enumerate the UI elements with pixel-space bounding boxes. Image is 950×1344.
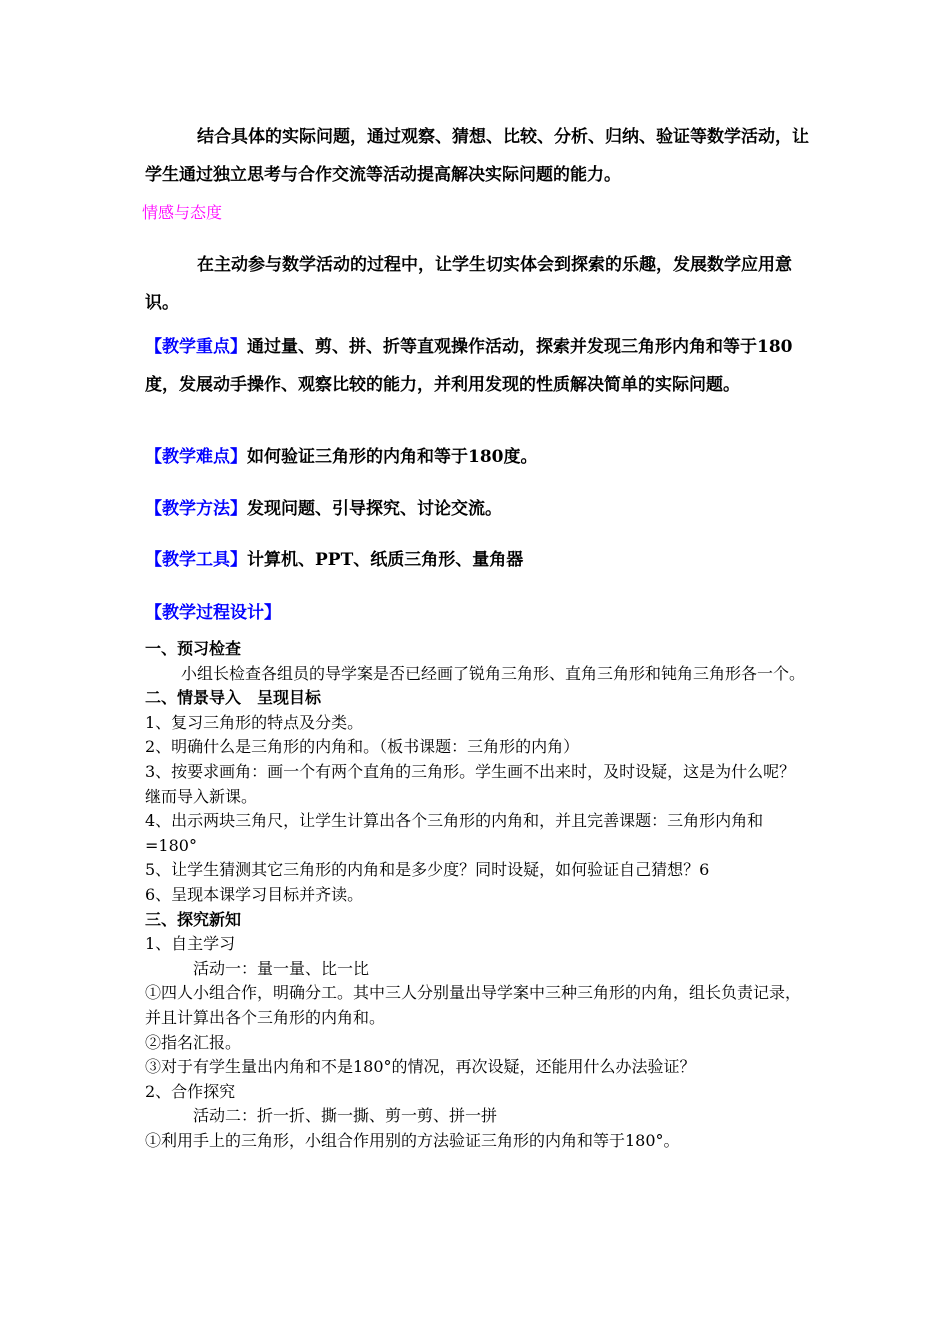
activity1-title: 活动一：量一量、比一比 xyxy=(193,958,370,978)
difficulty-text: 如何验证三角形的内角和等于180度。 xyxy=(247,447,538,467)
difficulty-label: 【教学难点】 xyxy=(145,447,247,467)
emotion-heading: 情感与态度 xyxy=(142,203,223,222)
key-points-label: 【教学重点】 xyxy=(145,337,247,357)
method-text: 发现问题、引导探究、讨论交流。 xyxy=(247,499,502,519)
process-goal-paragraph: 结合具体的实际问题，通过观察、猜想、比较、分析、归纳、验证等数学活动，让学生通过独立思考与合作交流等活动提高解决实际问题的能力。 xyxy=(145,127,809,185)
activity2-title: 活动二：折一折、撕一撕、剪一剪、拼一拼 xyxy=(193,1106,498,1126)
section2-item: 4、出示两块三角尺，让学生计算出各个三角形的内角和，并且完善课题：三角形内角和=180° xyxy=(145,811,764,855)
section2-title: 二、情景导入 呈现目标 xyxy=(145,688,322,708)
section2-item: 1、复习三角形的特点及分类。 xyxy=(145,712,364,732)
activity2-item: ①利用手上的三角形，小组合作用别的方法验证三角形的内角和等于180°。 xyxy=(145,1130,680,1150)
activity1-item: ②指名汇报。 xyxy=(145,1032,242,1052)
section3-title: 三、探究新知 xyxy=(145,909,242,929)
section3-sub2: 2、合作探究 xyxy=(145,1081,236,1101)
section2-item: 2、明确什么是三角形的内角和。（板书课题：三角形的内角） xyxy=(145,737,580,757)
section3-sub1: 1、自主学习 xyxy=(145,934,236,954)
key-points-paragraph xyxy=(145,328,810,404)
method-paragraph xyxy=(145,490,810,528)
process-body xyxy=(145,637,810,1153)
process-label: 【教学过程设计】 xyxy=(145,603,281,623)
section2-item: 3、按要求画角：画一个有两个直角的三角形。学生画不出来时，及时设疑，这是为什么呢？继而导入新课。 xyxy=(145,761,796,806)
tools-text: 计算机、PPT、纸质三角形、量角器 xyxy=(247,550,524,570)
key-points-text: 通过量、剪、拼、折等直观操作活动，探索并发现三角形内角和等于180度，发展动手操作、观察比较的能力，并利用发现的性质解决简单的实际问题。 xyxy=(145,337,793,395)
tools-label: 【教学工具】 xyxy=(145,550,247,570)
section1-title: 一、预习检查 xyxy=(145,639,242,658)
activity1-item: ①四人小组合作，明确分工。其中三人分别量出导学案中三种三角形的内角，组长负责记录，并且计算出各个三角形的内角和。 xyxy=(145,983,802,1027)
activity1-item: ③对于有学生量出内角和不是180°的情况，再次设疑，还能用什么办法验证？ xyxy=(145,1057,696,1077)
difficulty-paragraph xyxy=(145,438,810,476)
section2-item: 6、呈现本课学习目标并齐读。 xyxy=(145,884,364,904)
method-label: 【教学方法】 xyxy=(145,499,247,519)
tools-paragraph xyxy=(145,541,810,579)
emotion-paragraph: 在主动参与数学活动的过程中，让学生切实体会到探索的乐趣，发展数学应用意识。 xyxy=(145,255,792,313)
section2-item: 5、让学生猜测其它三角形的内角和是多少度？同时设疑，如何验证自己猜想？6 xyxy=(145,860,710,880)
section1-text: 小组长检查各组员的导学案是否已经画了锐角三角形、直角三角形和钝角三角形各一个。 xyxy=(181,663,806,683)
